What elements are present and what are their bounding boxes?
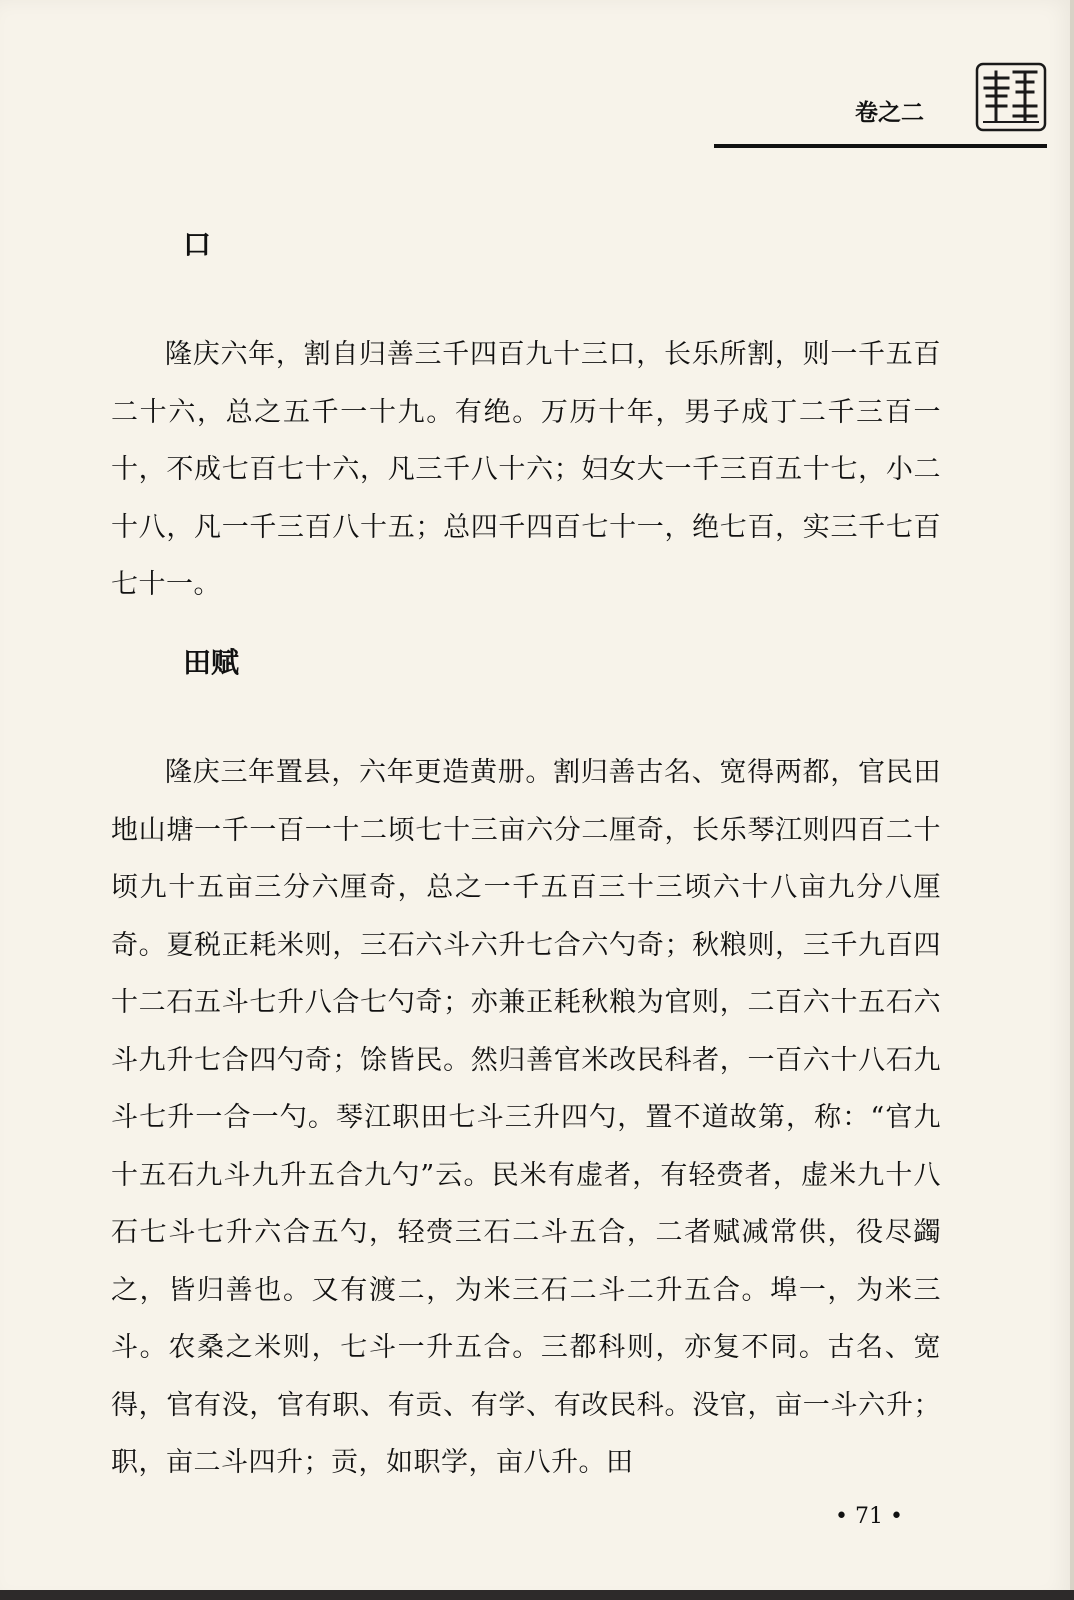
section-text: 隆庆三年置县，六年更造黄册。割归善古名、宽得两都，官民田地山塘一千一百一十二顷七十三亩六分二厘奇，长乐琴江则四百二十顷九十五亩三分六厘奇，总之一千五百三十三顷六十八亩九分八厘奇。夏税正耗米则，三石六斗六升七合六勺奇；秋粮则，三千九百四十二石五斗七升八合七勺奇；亦兼正耗秋粮为官则，二百六十五石六斗九升七合四勺奇；馀皆民。然归善官米改民科者，一百六十八石九斗七升一合一勺。琴江职田七斗三升四勺，置不道故第，称：“官九十五石九斗九升五合九勺”云。民米有虚者，有轻赍者，虚米九十八石七斗七升六合五勺，轻赍三石二斗五合，二者赋减常供，役尽蠲之，皆归善也。又有渡二，为米三石二斗二升五合。埠一，为米三斗。农桑之米则，七斗一升五合。三都科则，亦复不同。古名、宽得，官有没，官有职、有贡、有学、有改民科。没官，亩一斗六升；职，亩二斗四升；贡，如职学，亩八升。田 — [111, 757, 941, 1478]
chapter-label: 卷之二 — [855, 100, 924, 126]
seal-stamp — [975, 62, 1047, 132]
scan-edge — [1070, 0, 1074, 1600]
page-number: • 71 • — [835, 1504, 903, 1529]
bottom-strip — [0, 1590, 1074, 1600]
header-rule — [714, 144, 1047, 148]
section-title: 田赋 — [183, 646, 240, 679]
section-text: 隆庆六年，割自归善三千四百九十三口，长乐所割，则一千五百二十六，总之五千一十九。有绝。万历十年，男子成丁二千三百一十，不成七百七十六，凡三千八十六；妇女大一千三百五十七，小二十八，凡一千三百八十五；总四千四百七十一，绝七百，实三千七百七十一。 — [111, 339, 941, 600]
section-title: 口 — [183, 228, 212, 261]
